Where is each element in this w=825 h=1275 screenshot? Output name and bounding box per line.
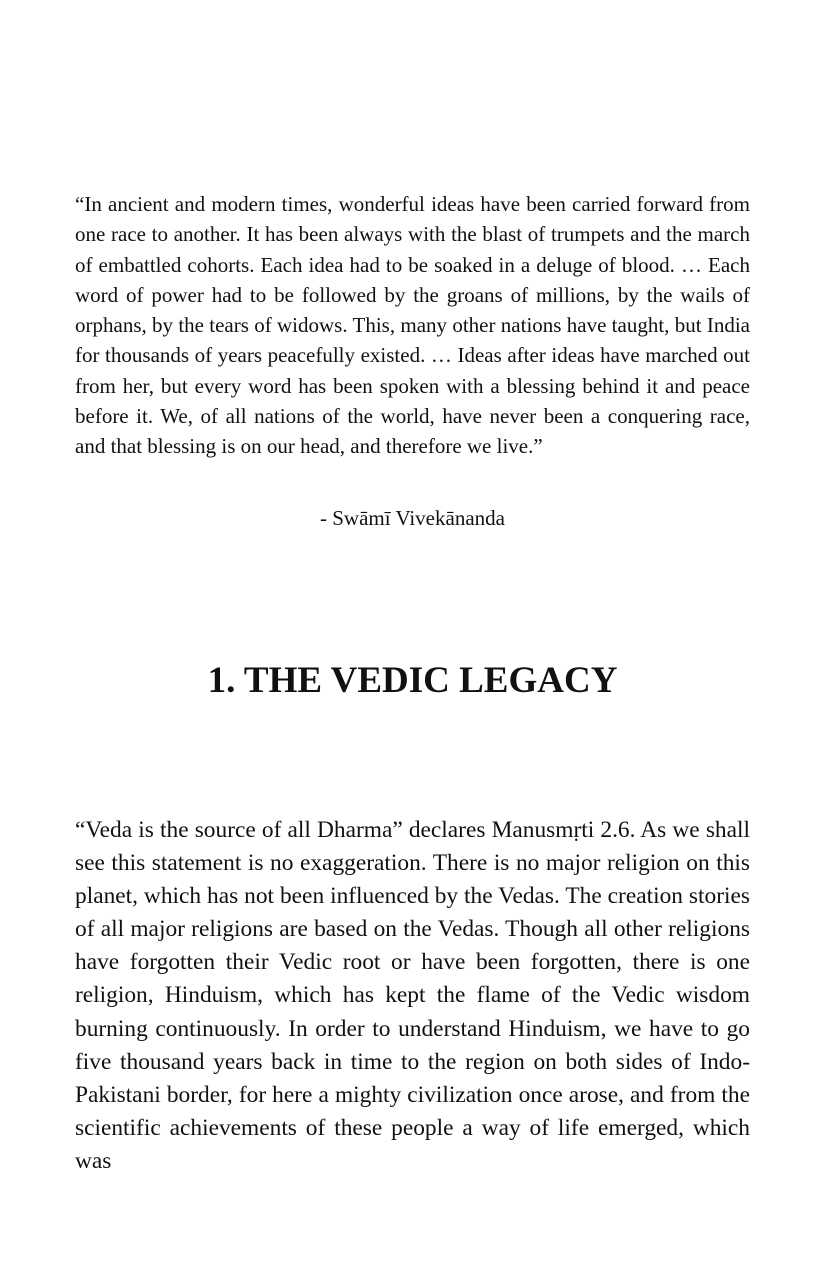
epigraph-attribution: - Swāmī Vivekānanda [320,506,505,530]
epigraph-quote: “In ancient and modern times, wonderful ideas have been carried forward from one race to another. It has been always with the blast of trumpets and the march of embattled cohorts. Each idea had to be soaked in a deluge of blood. … Each word of power had to be followed by the groans of millions, by the wails of orphans, by the tears of widows. This, many other nations have taught, but India for thousands of years peacefully existed. … Ideas after ideas have marched out from her, but every word has been spoken with a blessing behind it and peace before it. We, of all nations of the world, have never been a conquering race, and that blessing is on our head, and therefore we live.” [75,192,750,459]
chapter-title: 1. THE VEDIC LEGACY [207,660,618,701]
chapter-body-paragraph: “Veda is the source of all Dharma” declares Manusmṛti 2.6. As we shall see this statement is no exaggeration. There is no major religion on this planet, which has not been influenced by the Vedas. The creation stories of all major religions are based on the Vedas. Though all other religions have forgotten their Vedic root or have been forgotten, there is one religion, Hinduism, which has kept the flame of the Vedic wisdom burning continuously. In order to understand Hinduism, we have to go five thousand years back in time to the region on both sides of Indo-Pakistani border, for here a mighty civilization once arose, and from the scientific achievements of these people a way of life emerged, which was [75,817,750,1174]
